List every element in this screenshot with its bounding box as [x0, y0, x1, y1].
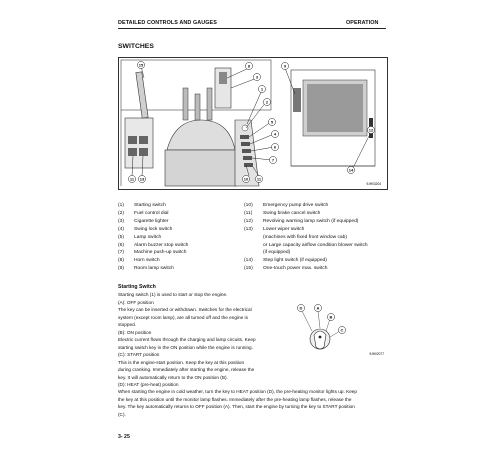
- body-line: (A): OFF position: [118, 299, 154, 305]
- body-line: stopped.: [118, 322, 136, 327]
- list-item: (1) Starting switch: [118, 203, 166, 208]
- callout-14: 14: [348, 167, 354, 173]
- body-line: key. It will automatically return to the ON position (B).: [118, 374, 228, 380]
- position-label-a: A: [316, 305, 320, 311]
- list-item: (6) Alarm buzzer stop switch: [118, 242, 189, 248]
- callout-4: 4: [273, 131, 277, 137]
- body-line: (C): START position: [118, 352, 160, 357]
- switches-figure: [118, 57, 388, 190]
- header-right: OPERATION: [346, 20, 379, 26]
- body-line: during cranking. Immediately after starting the engine, release the: [118, 367, 255, 372]
- body-line: system (except room lamp), are all turned off and the engine is: [118, 314, 248, 320]
- key-switch-figure: [286, 297, 386, 357]
- header-rule: [118, 28, 386, 29]
- list-item: (7) Machine push-up switch: [118, 250, 187, 256]
- body-line: the key at this position until the monitor lamp flashes. Immediately after the pre-heating lamp flashes, release the: [118, 396, 352, 402]
- callout-9: 9: [283, 63, 287, 69]
- body-line: starting switch key in the ON position while the engine is running.: [118, 344, 253, 350]
- page-number: 3- 25: [118, 434, 130, 440]
- section-title: SWITCHES: [118, 43, 154, 50]
- callout-12: 12: [368, 127, 374, 133]
- list-item: (if equipped): [263, 250, 291, 256]
- body-line: (D): HEAT (pre-heat) position: [118, 382, 179, 387]
- callout-5: 5: [270, 119, 274, 125]
- position-label-b: B: [329, 314, 333, 320]
- starting-switch-body-wide: [118, 388, 386, 418]
- callout-3: 3: [255, 74, 259, 80]
- list-item: (3) Cigarette lighter: [118, 218, 169, 224]
- list-item: (9) Room lamp switch: [118, 266, 174, 272]
- callout-13: 13: [139, 176, 145, 182]
- figure1-code: 9JH03204: [366, 182, 381, 186]
- starting-switch-body: [118, 291, 284, 389]
- callout-1: 1: [260, 86, 264, 92]
- list-item: (11) Swing brake cancel switch: [244, 210, 321, 216]
- cab-illustration: [119, 58, 387, 189]
- list-item: (13) Lower wiper switch: [244, 226, 305, 232]
- callout-8: 8: [247, 63, 251, 69]
- list-item: (4) Swing lock switch: [118, 226, 173, 232]
- list-item: (machines with fixed front window cab): [263, 234, 347, 240]
- callout-2: 2: [265, 99, 269, 105]
- starting-switch-title: Starting Switch: [118, 284, 156, 290]
- list-item: (12) Revolving warning lamp switch (if equipped): [244, 218, 359, 224]
- callout-11b: 11: [256, 176, 262, 182]
- header-left: DETAILED CONTROLS AND GAUGES: [118, 20, 217, 26]
- list-item: (15) One-touch power max. switch: [244, 266, 328, 272]
- callout-11: 11: [129, 176, 135, 182]
- body-line: The key can be inserted or withdrawn. Switches for the electrical: [118, 307, 252, 312]
- callout-10: 10: [243, 176, 249, 182]
- callout-7: 7: [271, 157, 275, 163]
- body-line: When starting the engine in cold weather, turn the key to HEAT position (D), the pre-heating monitor lights up. Keep: [118, 389, 358, 394]
- list-item: (10) Emergency pump drive switch: [244, 203, 329, 208]
- list-item: or Large capacity airflow condition blower switch: [263, 242, 368, 248]
- list-item: (8) Horn switch: [118, 258, 160, 264]
- position-label-c: C: [340, 327, 344, 333]
- list-item: (5) Lamp switch: [118, 234, 162, 240]
- figure2-code: 9JH02077: [369, 352, 384, 356]
- switch-list-left: [118, 202, 188, 273]
- key-icon: [314, 331, 326, 349]
- operator-seat: [167, 120, 235, 150]
- list-item: (2) Fuel control dial: [118, 210, 169, 216]
- body-line: Electric current flows through the charging and lamp circuits. Keep: [118, 337, 256, 342]
- body-line: Starting switch (1) is used to start or stop the engine.: [118, 292, 228, 297]
- callout-6: 6: [273, 144, 277, 150]
- list-item: (14) Step light switch (if equipped): [244, 258, 327, 264]
- position-label-d: D: [299, 305, 303, 311]
- switch-list-right: [244, 202, 368, 273]
- body-line: This is the engine-start position. Keep the key at this position: [118, 359, 245, 365]
- callout-15: 15: [138, 62, 144, 68]
- body-line: (B): ON position: [118, 329, 152, 335]
- body-line: key. The key automatically returns to OFF position (A). Then, start the engine by turning the key to START position: [118, 404, 355, 409]
- body-line: (C).: [118, 411, 126, 417]
- key-switch-illustration: [286, 297, 386, 357]
